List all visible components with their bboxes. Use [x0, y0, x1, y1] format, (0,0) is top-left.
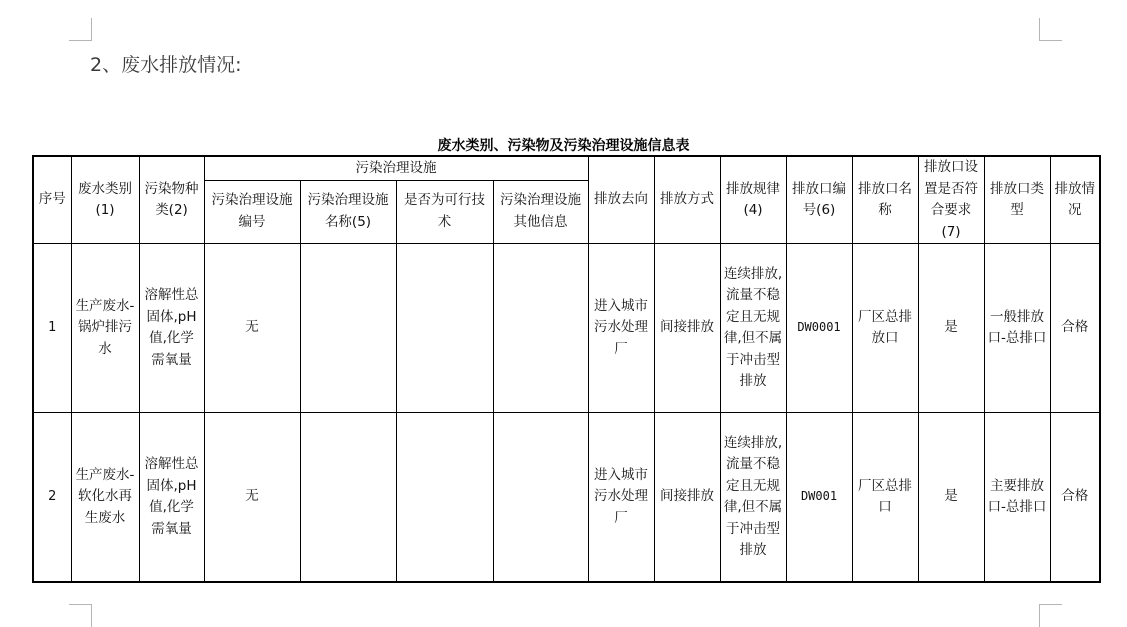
header-status: 排放情况: [1050, 156, 1100, 244]
cell-facility-other: [493, 244, 588, 413]
header-wastewater-type: 废水类别(1): [71, 156, 139, 244]
header-method: 排放方式: [654, 156, 720, 244]
header-outlet-compliant: 排放口设置是否符合要求(7): [918, 156, 984, 244]
cell-destination: 进入城市污水处理厂: [588, 244, 654, 413]
cell-seq: 2: [33, 413, 71, 583]
cell-method: 间接排放: [654, 413, 720, 583]
header-outlet-type: 排放口类型: [984, 156, 1050, 244]
cell-status: 合格: [1050, 244, 1100, 413]
header-outlet-name: 排放口名称: [852, 156, 918, 244]
header-facility-other: 污染治理设施其他信息: [493, 180, 588, 243]
cell-pollutants: 溶解性总固体,pH值,化学需氧量: [139, 244, 204, 413]
cell-status: 合格: [1050, 413, 1100, 583]
crop-mark-top-right: [1039, 18, 1062, 41]
crop-mark-top-left: [69, 18, 92, 41]
header-facility-name: 污染治理设施名称(5): [300, 180, 396, 243]
cell-pattern: 连续排放,流量不稳定且无规律,但不属于冲击型排放: [720, 244, 786, 413]
cell-compliant: 是: [918, 244, 984, 413]
cell-outlet-name: 厂区总排放口: [852, 244, 918, 413]
header-pattern: 排放规律(4): [720, 156, 786, 244]
table-title: 废水类别、污染物及污染治理设施信息表: [437, 138, 690, 154]
cell-facility-name: [300, 244, 396, 413]
header-seq: 序号: [33, 156, 71, 244]
cell-outlet-type: 一般排放口-总排口: [984, 244, 1050, 413]
header-destination: 排放去向: [588, 156, 654, 244]
cell-destination: 进入城市污水处理厂: [588, 413, 654, 583]
cell-pattern: 连续排放,流量不稳定且无规律,但不属于冲击型排放: [720, 413, 786, 583]
crop-mark-bottom-left: [69, 604, 92, 627]
cell-outlet-code: DW001: [786, 413, 852, 583]
cell-outlet-name: 厂区总排口: [852, 413, 918, 583]
cell-wastewater-type: 生产废水-软化水再生废水: [71, 413, 139, 583]
wastewater-info-table: [32, 155, 1101, 583]
header-pollutant-type: 污染物种类(2): [139, 156, 204, 244]
cell-method: 间接排放: [654, 244, 720, 413]
cell-pollutants: 溶解性总固体,pH值,化学需氧量: [139, 413, 204, 583]
cell-feasible-tech: [396, 413, 493, 583]
cell-facility-name: [300, 413, 396, 583]
cell-seq: 1: [33, 244, 71, 413]
table-row: [33, 244, 1100, 413]
cell-facility-code: 无: [204, 413, 300, 583]
cell-facility-other: [493, 413, 588, 583]
cell-outlet-type: 主要排放口-总排口: [984, 413, 1050, 583]
cell-facility-code: 无: [204, 244, 300, 413]
cell-outlet-code: DW0001: [786, 244, 852, 413]
table-row: [33, 413, 1100, 583]
section-heading: 2、废水排放情况:: [90, 54, 242, 76]
cell-wastewater-type: 生产废水-锅炉排污水: [71, 244, 139, 413]
crop-mark-bottom-right: [1039, 604, 1062, 627]
header-facility-code: 污染治理设施编号: [204, 180, 300, 243]
cell-compliant: 是: [918, 413, 984, 583]
header-outlet-code: 排放口编号(6): [786, 156, 852, 244]
cell-feasible-tech: [396, 244, 493, 413]
header-feasible-tech: 是否为可行技术: [396, 180, 493, 243]
header-facility-group: 污染治理设施: [204, 156, 588, 180]
